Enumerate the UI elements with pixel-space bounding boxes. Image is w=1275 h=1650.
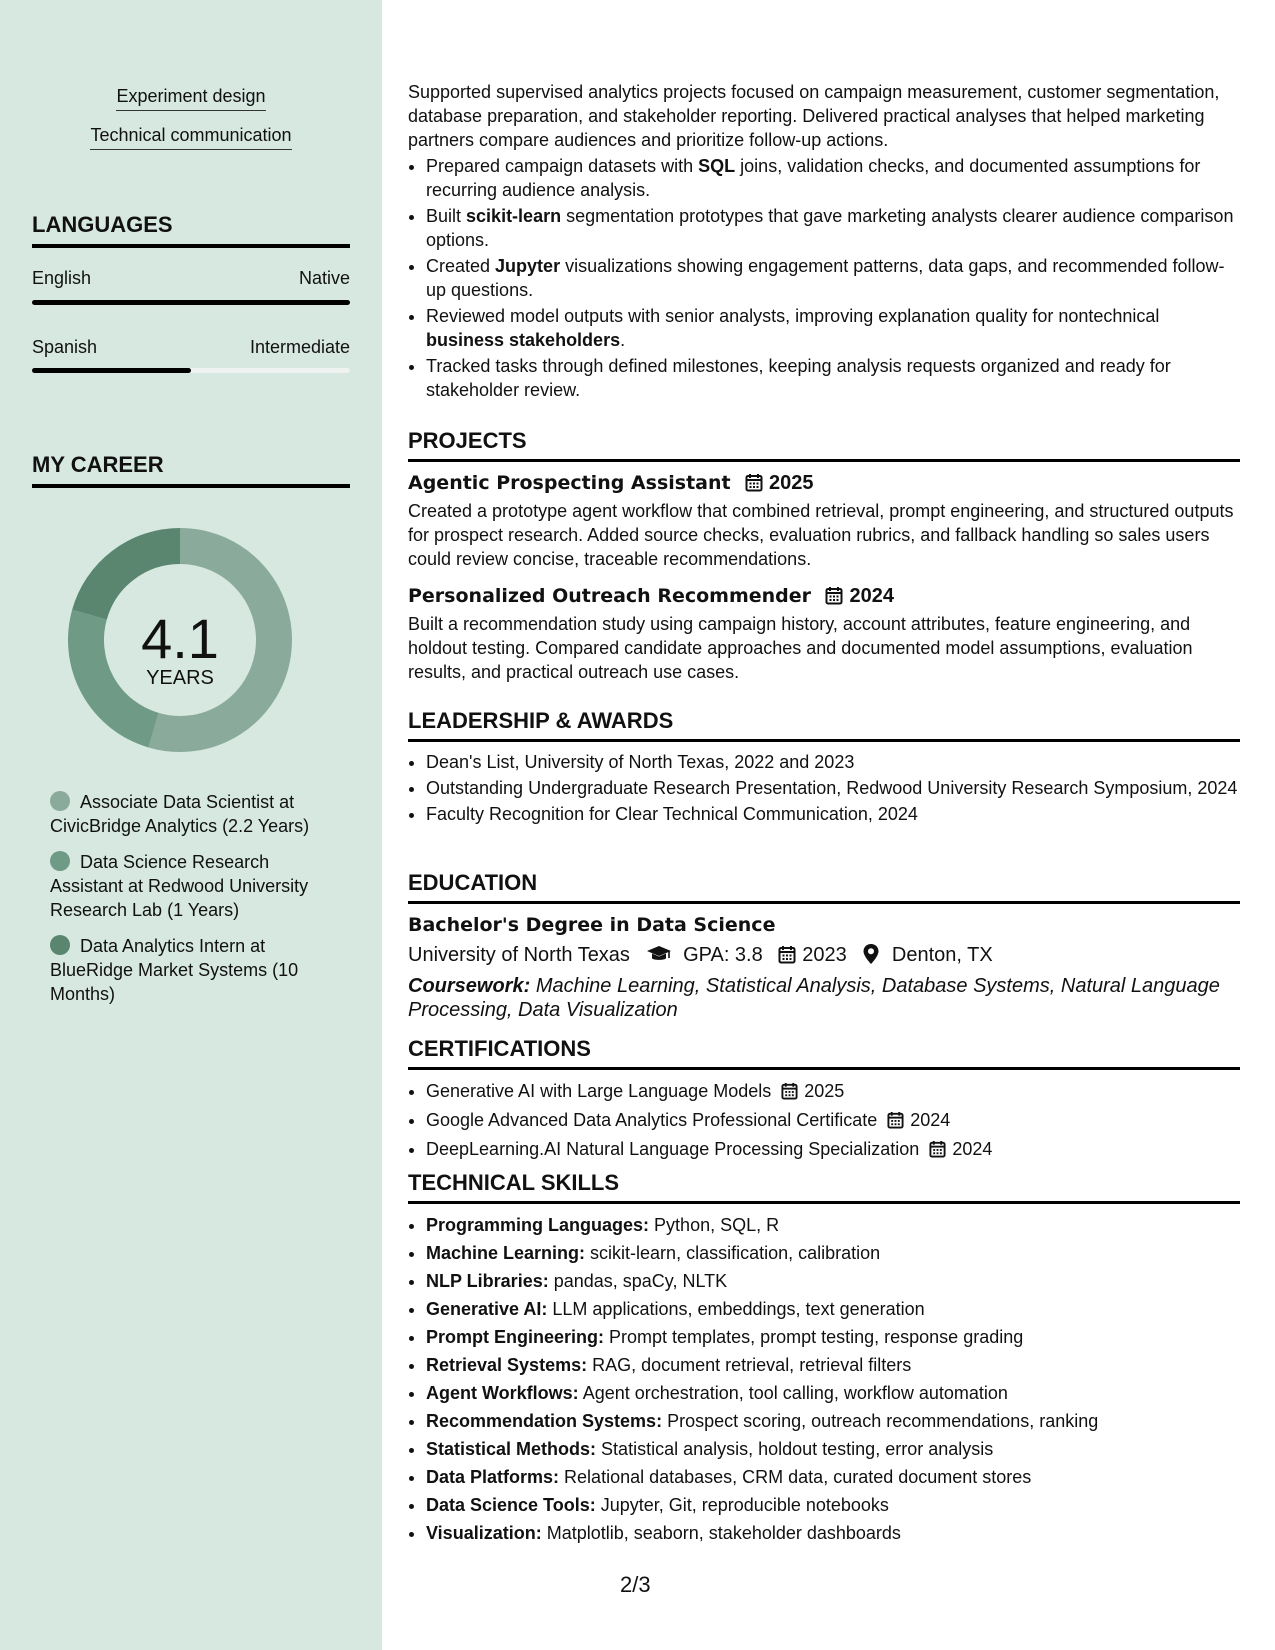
skill-item xyxy=(426,1520,1240,1546)
skill-label: Machine Learning: xyxy=(426,1243,586,1263)
skill-value: LLM applications, embeddings, text generation xyxy=(552,1299,925,1319)
leadership-item: • Outstanding Undergraduate Research Presentation, Redwood University Research Symposium, 2024 xyxy=(426,776,1240,800)
language-bar xyxy=(32,368,350,373)
gpa: GPA: 3.8 xyxy=(683,944,763,966)
bullet-keyword: business stakeholders xyxy=(426,330,621,350)
certification-year: 2024 xyxy=(952,1139,993,1159)
language-level: Native xyxy=(298,268,350,288)
skill-value: Prompt templates, prompt testing, response grading xyxy=(609,1327,1024,1347)
skill-label: Generative AI: xyxy=(426,1299,548,1319)
technical-skills-list xyxy=(408,1212,1240,1546)
experience-bullets xyxy=(408,154,1240,402)
career-donut-chart xyxy=(0,520,382,770)
skill-value: Jupyter, Git, reproducible notebooks xyxy=(600,1495,889,1515)
skill-item xyxy=(426,1296,1240,1322)
language-bar-fill xyxy=(32,368,191,373)
education-details xyxy=(408,942,1240,968)
skill-value: pandas, spaCy, NLTK xyxy=(553,1271,728,1291)
experience-bullet xyxy=(426,354,1240,402)
leadership-item: • Dean's List, University of North Texas, 2022 and 2023 xyxy=(426,750,1240,774)
skill-label: Agent Workflows: xyxy=(426,1383,579,1403)
skill-value: Relational databases, CRM data, curated document stores xyxy=(564,1467,1032,1487)
calendar-icon xyxy=(825,586,843,605)
skill-label: Recommendation Systems: xyxy=(426,1411,663,1431)
certifications-list xyxy=(408,1078,1240,1163)
career-label: Data Analytics Intern at BlueRidge Market Systems (10 Months) xyxy=(50,936,299,1004)
map-pin-icon xyxy=(862,943,880,965)
school-name: University of North Texas xyxy=(408,944,630,966)
career-dot xyxy=(50,851,70,871)
technical-skills-section xyxy=(408,1170,1240,1548)
skill-tag: Technical communication xyxy=(90,125,291,150)
leadership-item: • Faculty Recognition for Clear Technical Communication, 2024 xyxy=(426,802,1240,826)
bullet-text: joins, validation checks, and documented assumptions for recurring audience analysis. xyxy=(426,156,1201,200)
graduation-cap-icon xyxy=(646,945,672,963)
skill-label: Data Science Tools: xyxy=(426,1495,596,1515)
skill-tags xyxy=(0,86,382,164)
skill-item xyxy=(426,1492,1240,1518)
certification-year: 2025 xyxy=(804,1081,845,1101)
language-bar-fill xyxy=(32,300,350,305)
main-content xyxy=(408,0,1240,1650)
calendar-icon xyxy=(778,945,796,964)
skill-value: scikit-learn, classification, calibration xyxy=(590,1243,881,1263)
language-name: English xyxy=(32,268,92,288)
certification-year: 2024 xyxy=(910,1110,951,1130)
bullet-keyword: SQL xyxy=(698,156,736,176)
sidebar xyxy=(0,0,382,1650)
project-year: 2025 xyxy=(769,472,814,494)
certification-name: DeepLearning.AI Natural Language Processing Specialization xyxy=(426,1139,920,1159)
project-description: Created a prototype agent workflow that combined retrieval, prompt engineering, and structured outputs for prospect research. Added source checks, evaluation rubrics, and fallback handling so sales users could review concise, traceable recommendations. xyxy=(408,501,1234,569)
project-description: Built a recommendation study using campaign history, account attributes, feature engineering, and holdout testing. Compared candidate approaches and documented model assumptions, evaluation results, and practical outreach use cases. xyxy=(408,614,1193,682)
experience-bullet xyxy=(426,254,1240,302)
technical-skills-heading: TECHNICAL SKILLS xyxy=(408,1170,1240,1204)
bullet-text: visualizations showing engagement patterns, data gaps, and recommended follow-up questions. xyxy=(426,256,1225,300)
certifications-section xyxy=(408,1036,1240,1165)
career-heading: MY CAREER xyxy=(32,452,350,488)
projects-heading: PROJECTS xyxy=(408,428,1240,462)
certification-item xyxy=(426,1078,1240,1105)
education-section xyxy=(408,870,1240,1022)
bullet-keyword: scikit-learn xyxy=(466,206,562,226)
skill-label: Programming Languages: xyxy=(426,1215,650,1235)
skill-tag: Experiment design xyxy=(116,86,265,111)
skill-item xyxy=(426,1212,1240,1238)
career-label: Associate Data Scientist at CivicBridge Analytics (2.2 Years) xyxy=(50,792,310,836)
bullet-text: . xyxy=(620,330,626,350)
coursework-list: Machine Learning, Statistical Analysis, Database Systems, Natural Language Processing, Data Visualization xyxy=(408,975,1220,1021)
experience-bullet xyxy=(426,154,1240,202)
calendar-icon xyxy=(887,1111,904,1129)
bullet-text: Created xyxy=(426,256,496,276)
skill-value: Agent orchestration, tool calling, workflow automation xyxy=(582,1383,1008,1403)
page-number: 2/3 xyxy=(620,1572,651,1597)
leadership-list xyxy=(408,750,1240,826)
bullet-keyword: Jupyter xyxy=(495,256,561,276)
bullet-text: Built xyxy=(426,206,467,226)
career-total: 4.1 xyxy=(141,607,219,670)
projects-section xyxy=(408,428,1240,684)
career-item xyxy=(50,790,340,838)
calendar-icon xyxy=(781,1082,798,1100)
project-year: 2024 xyxy=(849,585,894,607)
bullet-text: segmentation prototypes that gave marketing analysts clearer audience comparison options. xyxy=(426,206,1234,250)
bullet-text: Prepared campaign datasets with xyxy=(426,156,699,176)
certifications-heading: CERTIFICATIONS xyxy=(408,1036,1240,1070)
career-label: Data Science Research Assistant at Redwood University Research Lab (1 Years) xyxy=(50,852,309,920)
bullet-text: Reviewed model outputs with senior analysts, improving explanation quality for nontechnical xyxy=(426,306,1160,326)
certification-item xyxy=(426,1107,1240,1134)
graduation-year: 2023 xyxy=(802,944,847,966)
skill-value: RAG, document retrieval, retrieval filters xyxy=(592,1355,912,1375)
experience-bullet xyxy=(426,304,1240,352)
certification-name: Google Advanced Data Analytics Professional Certificate xyxy=(426,1110,878,1130)
career-unit: YEARS xyxy=(146,667,214,689)
certification-name: Generative AI with Large Language Models xyxy=(426,1081,772,1101)
skill-item xyxy=(426,1380,1240,1406)
skill-item xyxy=(426,1352,1240,1378)
language-name: Spanish xyxy=(32,337,98,357)
experience-section xyxy=(408,80,1240,404)
skill-label: Statistical Methods: xyxy=(426,1439,597,1459)
skill-label: Retrieval Systems: xyxy=(426,1355,588,1375)
location: Denton, TX xyxy=(891,944,993,966)
skill-label: NLP Libraries: xyxy=(426,1271,549,1291)
skill-label: Prompt Engineering: xyxy=(426,1327,605,1347)
language-level: Intermediate xyxy=(249,337,350,357)
skill-label: Data Platforms: xyxy=(426,1467,560,1487)
career-dot xyxy=(50,791,70,811)
skill-label: Visualization: xyxy=(426,1523,542,1543)
skill-item xyxy=(426,1464,1240,1490)
project-item xyxy=(408,472,1240,571)
certification-item xyxy=(426,1136,1240,1163)
education-heading: EDUCATION xyxy=(408,870,1240,904)
project-item xyxy=(408,585,1240,684)
skill-value: Prospect scoring, outreach recommendations, ranking xyxy=(667,1411,1099,1431)
career-dot xyxy=(50,935,70,955)
leadership-section xyxy=(408,708,1240,828)
skill-item xyxy=(426,1408,1240,1434)
career-item xyxy=(50,850,340,922)
degree-title: Bachelor's Degree in Data Science xyxy=(408,914,776,936)
project-title: Personalized Outreach Recommender xyxy=(408,585,812,607)
experience-summary: Supported supervised analytics projects focused on campaign measurement, customer segmentation, database preparation, and stakeholder reporting. Delivered practical analyses that helped marketing partners compare audiences and prioritize follow-up actions. xyxy=(408,82,1220,150)
bullet-text: Tracked tasks through defined milestones, keeping analysis requests organized and ready for stakeholder review. xyxy=(426,356,1171,400)
skill-item xyxy=(426,1240,1240,1266)
skill-item xyxy=(426,1324,1240,1350)
coursework xyxy=(408,974,1240,1022)
leadership-heading: LEADERSHIP & AWARDS xyxy=(408,708,1240,742)
calendar-icon xyxy=(929,1140,946,1158)
experience-bullet xyxy=(426,204,1240,252)
coursework-label: Coursework: xyxy=(408,975,531,997)
career-item xyxy=(50,934,340,1006)
skill-item xyxy=(426,1436,1240,1462)
languages-heading: LANGUAGES xyxy=(32,212,350,248)
calendar-icon xyxy=(745,473,763,492)
skill-value: Matplotlib, seaborn, stakeholder dashboards xyxy=(546,1523,901,1543)
project-title: Agentic Prospecting Assistant xyxy=(408,472,731,494)
career-list xyxy=(50,790,340,1018)
skill-value: Statistical analysis, holdout testing, error analysis xyxy=(601,1439,994,1459)
skill-item xyxy=(426,1268,1240,1294)
language-bar xyxy=(32,300,350,305)
donut-segment-3 xyxy=(89,546,180,615)
skill-value: Python, SQL, R xyxy=(654,1215,780,1235)
